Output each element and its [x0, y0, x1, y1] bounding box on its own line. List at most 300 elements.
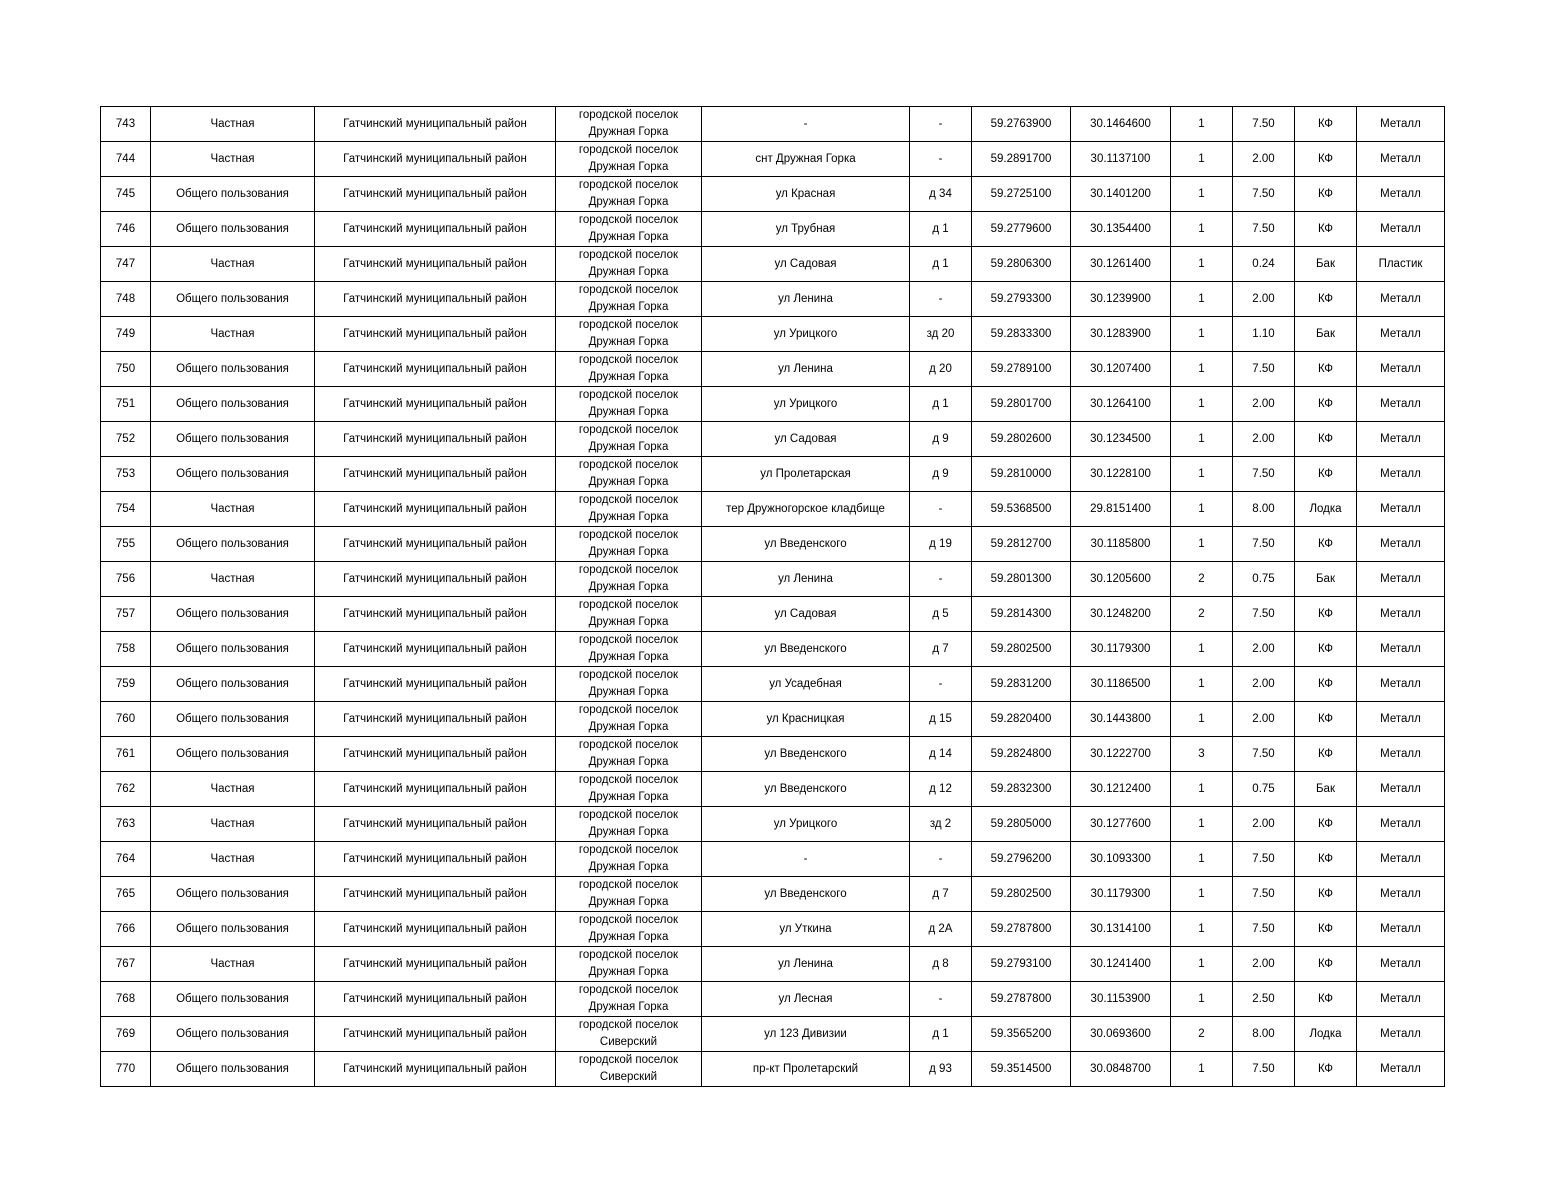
ownership-cell: Общего пользования	[151, 212, 315, 247]
longitude-cell: 30.1261400	[1071, 247, 1171, 282]
district-cell: Гатчинский муниципальный район	[315, 1017, 556, 1052]
settlement-cell: городской поселок Дружная Горка	[556, 597, 702, 632]
container-type-cell: Бак	[1295, 247, 1357, 282]
row-number-cell: 764	[101, 842, 151, 877]
district-cell: Гатчинский муниципальный район	[315, 702, 556, 737]
street-cell: ул 123 Дивизии	[702, 1017, 910, 1052]
settlement-cell: городской поселок Дружная Горка	[556, 807, 702, 842]
street-cell: ул Садовая	[702, 597, 910, 632]
volume-cell: 7.50	[1233, 457, 1295, 492]
material-cell: Металл	[1357, 877, 1445, 912]
ownership-cell: Частная	[151, 807, 315, 842]
container-count-cell: 1	[1171, 947, 1233, 982]
latitude-cell: 59.2891700	[972, 142, 1071, 177]
building-cell: д 7	[910, 877, 972, 912]
longitude-cell: 30.1179300	[1071, 877, 1171, 912]
district-cell: Гатчинский муниципальный район	[315, 877, 556, 912]
container-type-cell: КФ	[1295, 457, 1357, 492]
settlement-cell: городской поселок Дружная Горка	[556, 982, 702, 1017]
container-count-cell: 1	[1171, 982, 1233, 1017]
building-cell: д 8	[910, 947, 972, 982]
settlement-cell: городской поселок Сиверский	[556, 1017, 702, 1052]
district-cell: Гатчинский муниципальный район	[315, 597, 556, 632]
container-count-cell: 2	[1171, 562, 1233, 597]
building-cell: -	[910, 562, 972, 597]
ownership-cell: Общего пользования	[151, 282, 315, 317]
volume-cell: 2.50	[1233, 982, 1295, 1017]
settlement-cell: городской поселок Дружная Горка	[556, 177, 702, 212]
container-type-cell: КФ	[1295, 842, 1357, 877]
building-cell: д 1	[910, 1017, 972, 1052]
street-cell: ул Пролетарская	[702, 457, 910, 492]
longitude-cell: 30.1234500	[1071, 422, 1171, 457]
ownership-cell: Частная	[151, 317, 315, 352]
row-number-cell: 743	[101, 107, 151, 142]
row-number-cell: 759	[101, 667, 151, 702]
container-type-cell: КФ	[1295, 352, 1357, 387]
table-row	[101, 422, 1445, 457]
table-body	[101, 107, 1445, 1087]
latitude-cell: 59.2806300	[972, 247, 1071, 282]
building-cell: д 9	[910, 422, 972, 457]
table-row	[101, 632, 1445, 667]
row-number-cell: 744	[101, 142, 151, 177]
ownership-cell: Частная	[151, 247, 315, 282]
material-cell: Металл	[1357, 282, 1445, 317]
latitude-cell: 59.2787800	[972, 912, 1071, 947]
ownership-cell: Общего пользования	[151, 352, 315, 387]
ownership-cell: Общего пользования	[151, 632, 315, 667]
container-count-cell: 1	[1171, 352, 1233, 387]
container-count-cell: 1	[1171, 877, 1233, 912]
container-count-cell: 1	[1171, 212, 1233, 247]
latitude-cell: 59.2793300	[972, 282, 1071, 317]
longitude-cell: 30.1205600	[1071, 562, 1171, 597]
street-cell: ул Введенского	[702, 737, 910, 772]
district-cell: Гатчинский муниципальный район	[315, 982, 556, 1017]
table-row	[101, 772, 1445, 807]
building-cell: д 5	[910, 597, 972, 632]
longitude-cell: 30.0848700	[1071, 1052, 1171, 1087]
volume-cell: 7.50	[1233, 737, 1295, 772]
building-cell: д 9	[910, 457, 972, 492]
material-cell: Металл	[1357, 632, 1445, 667]
container-type-cell: КФ	[1295, 1052, 1357, 1087]
volume-cell: 8.00	[1233, 1017, 1295, 1052]
material-cell: Металл	[1357, 107, 1445, 142]
container-type-cell: Бак	[1295, 772, 1357, 807]
material-cell: Металл	[1357, 702, 1445, 737]
container-type-cell: КФ	[1295, 877, 1357, 912]
container-count-cell: 1	[1171, 772, 1233, 807]
container-count-cell: 1	[1171, 912, 1233, 947]
latitude-cell: 59.2779600	[972, 212, 1071, 247]
latitude-cell: 59.2802600	[972, 422, 1071, 457]
container-count-cell: 2	[1171, 1017, 1233, 1052]
material-cell: Металл	[1357, 597, 1445, 632]
settlement-cell: городской поселок Дружная Горка	[556, 387, 702, 422]
street-cell: снт Дружная Горка	[702, 142, 910, 177]
container-type-cell: Бак	[1295, 317, 1357, 352]
container-count-cell: 1	[1171, 247, 1233, 282]
longitude-cell: 30.1093300	[1071, 842, 1171, 877]
volume-cell: 2.00	[1233, 422, 1295, 457]
ownership-cell: Частная	[151, 107, 315, 142]
material-cell: Металл	[1357, 842, 1445, 877]
district-cell: Гатчинский муниципальный район	[315, 912, 556, 947]
settlement-cell: городской поселок Дружная Горка	[556, 317, 702, 352]
material-cell: Пластик	[1357, 247, 1445, 282]
container-count-cell: 1	[1171, 282, 1233, 317]
settlement-cell: городской поселок Дружная Горка	[556, 667, 702, 702]
latitude-cell: 59.2831200	[972, 667, 1071, 702]
latitude-cell: 59.2725100	[972, 177, 1071, 212]
volume-cell: 2.00	[1233, 282, 1295, 317]
row-number-cell: 760	[101, 702, 151, 737]
district-cell: Гатчинский муниципальный район	[315, 142, 556, 177]
district-cell: Гатчинский муниципальный район	[315, 282, 556, 317]
latitude-cell: 59.3565200	[972, 1017, 1071, 1052]
row-number-cell: 753	[101, 457, 151, 492]
table-row	[101, 947, 1445, 982]
volume-cell: 0.75	[1233, 562, 1295, 597]
street-cell: ул Урицкого	[702, 387, 910, 422]
settlement-cell: городской поселок Дружная Горка	[556, 212, 702, 247]
ownership-cell: Частная	[151, 947, 315, 982]
ownership-cell: Общего пользования	[151, 877, 315, 912]
row-number-cell: 765	[101, 877, 151, 912]
container-count-cell: 1	[1171, 142, 1233, 177]
ownership-cell: Частная	[151, 772, 315, 807]
longitude-cell: 30.1264100	[1071, 387, 1171, 422]
table-row	[101, 702, 1445, 737]
building-cell: д 93	[910, 1052, 972, 1087]
building-cell: зд 2	[910, 807, 972, 842]
table-row	[101, 352, 1445, 387]
district-cell: Гатчинский муниципальный район	[315, 772, 556, 807]
district-cell: Гатчинский муниципальный район	[315, 492, 556, 527]
ownership-cell: Общего пользования	[151, 422, 315, 457]
material-cell: Металл	[1357, 457, 1445, 492]
container-count-cell: 1	[1171, 387, 1233, 422]
volume-cell: 7.50	[1233, 877, 1295, 912]
longitude-cell: 30.0693600	[1071, 1017, 1171, 1052]
district-cell: Гатчинский муниципальный район	[315, 212, 556, 247]
row-number-cell: 770	[101, 1052, 151, 1087]
building-cell: д 12	[910, 772, 972, 807]
settlement-cell: городской поселок Дружная Горка	[556, 422, 702, 457]
building-cell: д 2А	[910, 912, 972, 947]
container-count-cell: 1	[1171, 317, 1233, 352]
street-cell: ул Усадебная	[702, 667, 910, 702]
container-type-cell: КФ	[1295, 982, 1357, 1017]
building-cell: д 34	[910, 177, 972, 212]
container-count-cell: 1	[1171, 107, 1233, 142]
container-type-cell: КФ	[1295, 107, 1357, 142]
district-cell: Гатчинский муниципальный район	[315, 177, 556, 212]
district-cell: Гатчинский муниципальный район	[315, 107, 556, 142]
street-cell: тер Дружногорское кладбище	[702, 492, 910, 527]
container-type-cell: КФ	[1295, 702, 1357, 737]
volume-cell: 2.00	[1233, 667, 1295, 702]
volume-cell: 0.75	[1233, 772, 1295, 807]
row-number-cell: 758	[101, 632, 151, 667]
row-number-cell: 754	[101, 492, 151, 527]
building-cell: д 15	[910, 702, 972, 737]
material-cell: Металл	[1357, 807, 1445, 842]
settlement-cell: городской поселок Дружная Горка	[556, 842, 702, 877]
table-row	[101, 457, 1445, 492]
settlement-cell: городской поселок Дружная Горка	[556, 702, 702, 737]
settlement-cell: городской поселок Сиверский	[556, 1052, 702, 1087]
district-cell: Гатчинский муниципальный район	[315, 842, 556, 877]
material-cell: Металл	[1357, 947, 1445, 982]
latitude-cell: 59.2801300	[972, 562, 1071, 597]
latitude-cell: 59.2793100	[972, 947, 1071, 982]
longitude-cell: 30.1179300	[1071, 632, 1171, 667]
latitude-cell: 59.2810000	[972, 457, 1071, 492]
longitude-cell: 30.1239900	[1071, 282, 1171, 317]
material-cell: Металл	[1357, 912, 1445, 947]
longitude-cell: 30.1241400	[1071, 947, 1171, 982]
ownership-cell: Общего пользования	[151, 912, 315, 947]
latitude-cell: 59.2833300	[972, 317, 1071, 352]
material-cell: Металл	[1357, 177, 1445, 212]
district-cell: Гатчинский муниципальный район	[315, 562, 556, 597]
latitude-cell: 59.2801700	[972, 387, 1071, 422]
ownership-cell: Общего пользования	[151, 177, 315, 212]
container-count-cell: 3	[1171, 737, 1233, 772]
district-cell: Гатчинский муниципальный район	[315, 422, 556, 457]
ownership-cell: Общего пользования	[151, 667, 315, 702]
material-cell: Металл	[1357, 352, 1445, 387]
container-count-cell: 2	[1171, 597, 1233, 632]
table-row	[101, 492, 1445, 527]
district-cell: Гатчинский муниципальный район	[315, 527, 556, 562]
container-type-cell: Лодка	[1295, 1017, 1357, 1052]
building-cell: -	[910, 492, 972, 527]
material-cell: Металл	[1357, 562, 1445, 597]
ownership-cell: Общего пользования	[151, 737, 315, 772]
container-type-cell: КФ	[1295, 387, 1357, 422]
ownership-cell: Общего пользования	[151, 387, 315, 422]
table-row	[101, 1017, 1445, 1052]
volume-cell: 1.10	[1233, 317, 1295, 352]
table-row	[101, 877, 1445, 912]
longitude-cell: 30.1212400	[1071, 772, 1171, 807]
building-cell: д 1	[910, 212, 972, 247]
building-cell: д 7	[910, 632, 972, 667]
container-type-cell: КФ	[1295, 632, 1357, 667]
row-number-cell: 752	[101, 422, 151, 457]
container-type-cell: КФ	[1295, 177, 1357, 212]
volume-cell: 7.50	[1233, 1052, 1295, 1087]
building-cell: -	[910, 282, 972, 317]
row-number-cell: 748	[101, 282, 151, 317]
container-count-cell: 1	[1171, 1052, 1233, 1087]
street-cell: ул Садовая	[702, 247, 910, 282]
longitude-cell: 30.1222700	[1071, 737, 1171, 772]
table-row	[101, 982, 1445, 1017]
container-type-cell: КФ	[1295, 282, 1357, 317]
row-number-cell: 756	[101, 562, 151, 597]
container-type-cell: КФ	[1295, 142, 1357, 177]
longitude-cell: 30.1207400	[1071, 352, 1171, 387]
table-row	[101, 807, 1445, 842]
latitude-cell: 59.2814300	[972, 597, 1071, 632]
settlement-cell: городской поселок Дружная Горка	[556, 772, 702, 807]
row-number-cell: 749	[101, 317, 151, 352]
volume-cell: 7.50	[1233, 527, 1295, 562]
container-type-cell: КФ	[1295, 947, 1357, 982]
street-cell: ул Введенского	[702, 632, 910, 667]
building-cell: д 19	[910, 527, 972, 562]
street-cell: ул Урицкого	[702, 317, 910, 352]
ownership-cell: Общего пользования	[151, 457, 315, 492]
street-cell: ул Красная	[702, 177, 910, 212]
row-number-cell: 757	[101, 597, 151, 632]
street-cell: ул Трубная	[702, 212, 910, 247]
street-cell: ул Ленина	[702, 282, 910, 317]
longitude-cell: 30.1153900	[1071, 982, 1171, 1017]
building-cell: -	[910, 667, 972, 702]
table-row	[101, 527, 1445, 562]
container-type-cell: КФ	[1295, 212, 1357, 247]
street-cell: пр-кт Пролетарский	[702, 1052, 910, 1087]
ownership-cell: Частная	[151, 562, 315, 597]
table-row	[101, 562, 1445, 597]
settlement-cell: городской поселок Дружная Горка	[556, 877, 702, 912]
district-cell: Гатчинский муниципальный район	[315, 632, 556, 667]
latitude-cell: 59.2802500	[972, 632, 1071, 667]
longitude-cell: 30.1354400	[1071, 212, 1171, 247]
street-cell: ул Уткина	[702, 912, 910, 947]
row-number-cell: 769	[101, 1017, 151, 1052]
district-cell: Гатчинский муниципальный район	[315, 737, 556, 772]
table-row	[101, 317, 1445, 352]
longitude-cell: 30.1283900	[1071, 317, 1171, 352]
latitude-cell: 59.2787800	[972, 982, 1071, 1017]
building-cell: -	[910, 107, 972, 142]
building-cell: -	[910, 982, 972, 1017]
table-row	[101, 282, 1445, 317]
building-cell: д 1	[910, 247, 972, 282]
material-cell: Металл	[1357, 142, 1445, 177]
material-cell: Металл	[1357, 1052, 1445, 1087]
settlement-cell: городской поселок Дружная Горка	[556, 142, 702, 177]
street-cell: ул Красницкая	[702, 702, 910, 737]
table-row	[101, 912, 1445, 947]
row-number-cell: 762	[101, 772, 151, 807]
container-count-cell: 1	[1171, 667, 1233, 702]
container-count-cell: 1	[1171, 177, 1233, 212]
volume-cell: 2.00	[1233, 702, 1295, 737]
street-cell: -	[702, 107, 910, 142]
street-cell: ул Ленина	[702, 947, 910, 982]
latitude-cell: 59.2824800	[972, 737, 1071, 772]
longitude-cell: 30.1443800	[1071, 702, 1171, 737]
container-type-cell: КФ	[1295, 597, 1357, 632]
container-type-cell: Бак	[1295, 562, 1357, 597]
material-cell: Металл	[1357, 527, 1445, 562]
container-count-cell: 1	[1171, 807, 1233, 842]
material-cell: Металл	[1357, 212, 1445, 247]
volume-cell: 2.00	[1233, 632, 1295, 667]
row-number-cell: 750	[101, 352, 151, 387]
building-cell: зд 20	[910, 317, 972, 352]
settlement-cell: городской поселок Дружная Горка	[556, 632, 702, 667]
latitude-cell: 59.2832300	[972, 772, 1071, 807]
ownership-cell: Общего пользования	[151, 597, 315, 632]
ownership-cell: Общего пользования	[151, 1017, 315, 1052]
longitude-cell: 30.1228100	[1071, 457, 1171, 492]
settlement-cell: городской поселок Дружная Горка	[556, 247, 702, 282]
building-cell: д 20	[910, 352, 972, 387]
table-row	[101, 667, 1445, 702]
row-number-cell: 763	[101, 807, 151, 842]
district-cell: Гатчинский муниципальный район	[315, 387, 556, 422]
settlement-cell: городской поселок Дружная Горка	[556, 947, 702, 982]
table-row	[101, 107, 1445, 142]
latitude-cell: 59.2789100	[972, 352, 1071, 387]
material-cell: Металл	[1357, 317, 1445, 352]
street-cell: ул Лесная	[702, 982, 910, 1017]
settlement-cell: городской поселок Дружная Горка	[556, 912, 702, 947]
table-row	[101, 247, 1445, 282]
material-cell: Металл	[1357, 982, 1445, 1017]
street-cell: ул Садовая	[702, 422, 910, 457]
street-cell: ул Введенского	[702, 877, 910, 912]
latitude-cell: 59.3514500	[972, 1052, 1071, 1087]
latitude-cell: 59.2820400	[972, 702, 1071, 737]
container-type-cell: КФ	[1295, 912, 1357, 947]
volume-cell: 0.24	[1233, 247, 1295, 282]
table-row	[101, 142, 1445, 177]
ownership-cell: Общего пользования	[151, 982, 315, 1017]
latitude-cell: 59.2802500	[972, 877, 1071, 912]
district-cell: Гатчинский муниципальный район	[315, 667, 556, 702]
street-cell: ул Введенского	[702, 772, 910, 807]
ownership-cell: Общего пользования	[151, 527, 315, 562]
row-number-cell: 747	[101, 247, 151, 282]
volume-cell: 7.50	[1233, 212, 1295, 247]
volume-cell: 7.50	[1233, 912, 1295, 947]
latitude-cell: 59.2805000	[972, 807, 1071, 842]
volume-cell: 2.00	[1233, 807, 1295, 842]
latitude-cell: 59.2796200	[972, 842, 1071, 877]
material-cell: Металл	[1357, 772, 1445, 807]
container-count-cell: 1	[1171, 422, 1233, 457]
longitude-cell: 30.1248200	[1071, 597, 1171, 632]
district-cell: Гатчинский муниципальный район	[315, 947, 556, 982]
container-type-cell: КФ	[1295, 422, 1357, 457]
container-type-cell: КФ	[1295, 667, 1357, 702]
settlement-cell: городской поселок Дружная Горка	[556, 352, 702, 387]
district-cell: Гатчинский муниципальный район	[315, 1052, 556, 1087]
settlement-cell: городской поселок Дружная Горка	[556, 527, 702, 562]
ownership-cell: Частная	[151, 142, 315, 177]
volume-cell: 2.00	[1233, 947, 1295, 982]
row-number-cell: 768	[101, 982, 151, 1017]
settlement-cell: городской поселок Дружная Горка	[556, 737, 702, 772]
table-row	[101, 1052, 1445, 1087]
container-type-cell: Лодка	[1295, 492, 1357, 527]
building-cell: д 14	[910, 737, 972, 772]
ownership-cell: Частная	[151, 492, 315, 527]
building-cell: -	[910, 142, 972, 177]
latitude-cell: 59.2812700	[972, 527, 1071, 562]
container-count-cell: 1	[1171, 632, 1233, 667]
